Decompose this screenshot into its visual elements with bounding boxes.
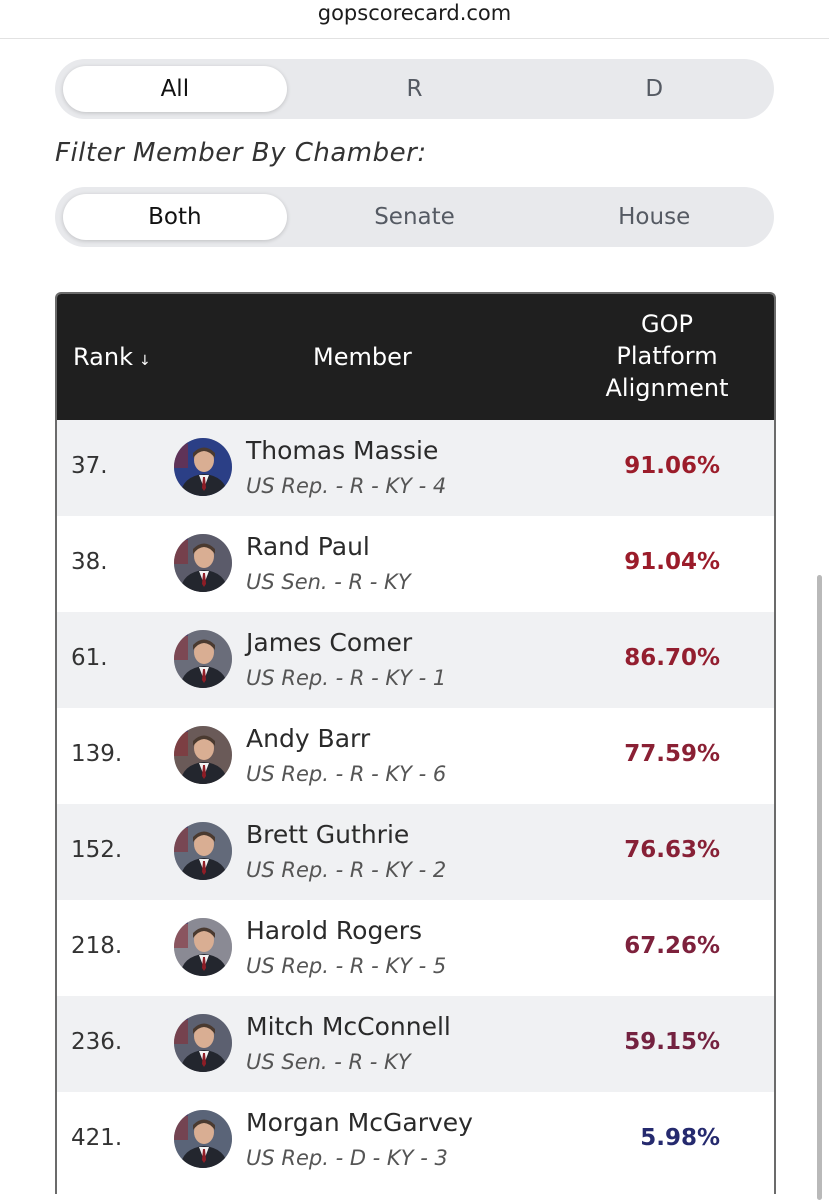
alignment-column-header[interactable]: [577, 308, 757, 404]
alignment-percent: 91.04%: [624, 549, 720, 575]
table-header: [57, 294, 774, 420]
alignment-header-line3: Alignment: [605, 374, 729, 402]
alignment-header-line1: GOP: [641, 310, 693, 338]
table-body: [57, 420, 774, 1188]
member-detail: US Rep. - R - KY - 1: [246, 666, 447, 690]
member-detail: US Rep. - D - KY - 3: [246, 1146, 448, 1170]
chamber-filter-label: Filter Member By Chamber:: [55, 138, 427, 168]
member-avatar[interactable]: [174, 534, 232, 592]
member-name[interactable]: Harold Rogers: [246, 916, 423, 945]
alignment-header-line2: Platform: [616, 342, 718, 370]
avatar-portrait-icon: [174, 1014, 232, 1072]
table-row[interactable]: [57, 996, 774, 1092]
avatar-portrait-icon: [174, 822, 232, 880]
rank-header-label: Rank: [73, 343, 133, 371]
member-name[interactable]: Rand Paul: [246, 532, 370, 561]
avatar-portrait-icon: [174, 438, 232, 496]
member-name[interactable]: James Comer: [246, 628, 413, 657]
member-rank: 38.: [71, 549, 108, 575]
avatar-portrait-icon: [174, 534, 232, 592]
party-option-d[interactable]: D: [645, 76, 664, 102]
table-row[interactable]: [57, 708, 774, 804]
table-row[interactable]: [57, 900, 774, 996]
member-detail: US Rep. - R - KY - 2: [246, 858, 447, 882]
member-rank: 37.: [71, 453, 108, 479]
alignment-percent: 59.15%: [624, 1029, 720, 1055]
avatar-portrait-icon: [174, 1110, 232, 1168]
alignment-percent: 86.70%: [624, 645, 720, 671]
member-rank: 61.: [71, 645, 108, 671]
chamber-option-both[interactable]: Both: [63, 194, 287, 240]
member-rank: 139.: [71, 741, 123, 767]
member-avatar[interactable]: [174, 438, 232, 496]
member-rank: 218.: [71, 933, 123, 959]
member-rank: 152.: [71, 837, 123, 863]
member-detail: US Rep. - R - KY - 4: [246, 474, 447, 498]
table-row[interactable]: [57, 1092, 774, 1188]
alignment-percent: 5.98%: [640, 1125, 720, 1151]
member-detail: US Sen. - R - KY: [246, 570, 411, 594]
party-filter: [55, 59, 774, 119]
table-row[interactable]: [57, 612, 774, 708]
chamber-option-senate[interactable]: Senate: [374, 204, 455, 230]
member-name[interactable]: Mitch McConnell: [246, 1012, 451, 1041]
member-avatar[interactable]: [174, 1110, 232, 1168]
avatar-portrait-icon: [174, 630, 232, 688]
member-name[interactable]: Thomas Massie: [246, 436, 439, 465]
chamber-option-house[interactable]: House: [618, 204, 691, 230]
member-rank: 236.: [71, 1029, 123, 1055]
member-detail: US Rep. - R - KY - 6: [246, 762, 447, 786]
member-avatar[interactable]: [174, 1014, 232, 1072]
member-name[interactable]: Andy Barr: [246, 724, 371, 753]
alignment-percent: 76.63%: [624, 837, 720, 863]
party-option-all[interactable]: All: [63, 66, 287, 112]
avatar-portrait-icon: [174, 918, 232, 976]
member-avatar[interactable]: [174, 822, 232, 880]
alignment-percent: 77.59%: [624, 741, 720, 767]
avatar-portrait-icon: [174, 726, 232, 784]
member-detail: US Sen. - R - KY: [246, 1050, 411, 1074]
sort-down-icon: ↓: [138, 353, 151, 369]
table-row[interactable]: [57, 804, 774, 900]
table-row[interactable]: [57, 420, 774, 516]
alignment-percent: 67.26%: [624, 933, 720, 959]
member-avatar[interactable]: [174, 918, 232, 976]
party-option-r[interactable]: R: [406, 76, 423, 102]
member-avatar[interactable]: [174, 630, 232, 688]
rank-column-header[interactable]: [73, 341, 151, 377]
scrollbar[interactable]: [817, 575, 822, 1200]
table-row[interactable]: [57, 516, 774, 612]
scorecard-table: [55, 292, 776, 1194]
chamber-filter: [55, 187, 774, 247]
member-rank: 421.: [71, 1125, 123, 1151]
member-avatar[interactable]: [174, 726, 232, 784]
member-name[interactable]: Morgan McGarvey: [246, 1108, 473, 1137]
member-column-header[interactable]: Member: [313, 343, 412, 371]
url-text: gopscorecard.com: [317, 1, 512, 25]
member-detail: US Rep. - R - KY - 5: [246, 954, 447, 978]
browser-url-bar[interactable]: [0, 0, 829, 39]
member-name[interactable]: Brett Guthrie: [246, 820, 410, 849]
alignment-percent: 91.06%: [624, 453, 720, 479]
